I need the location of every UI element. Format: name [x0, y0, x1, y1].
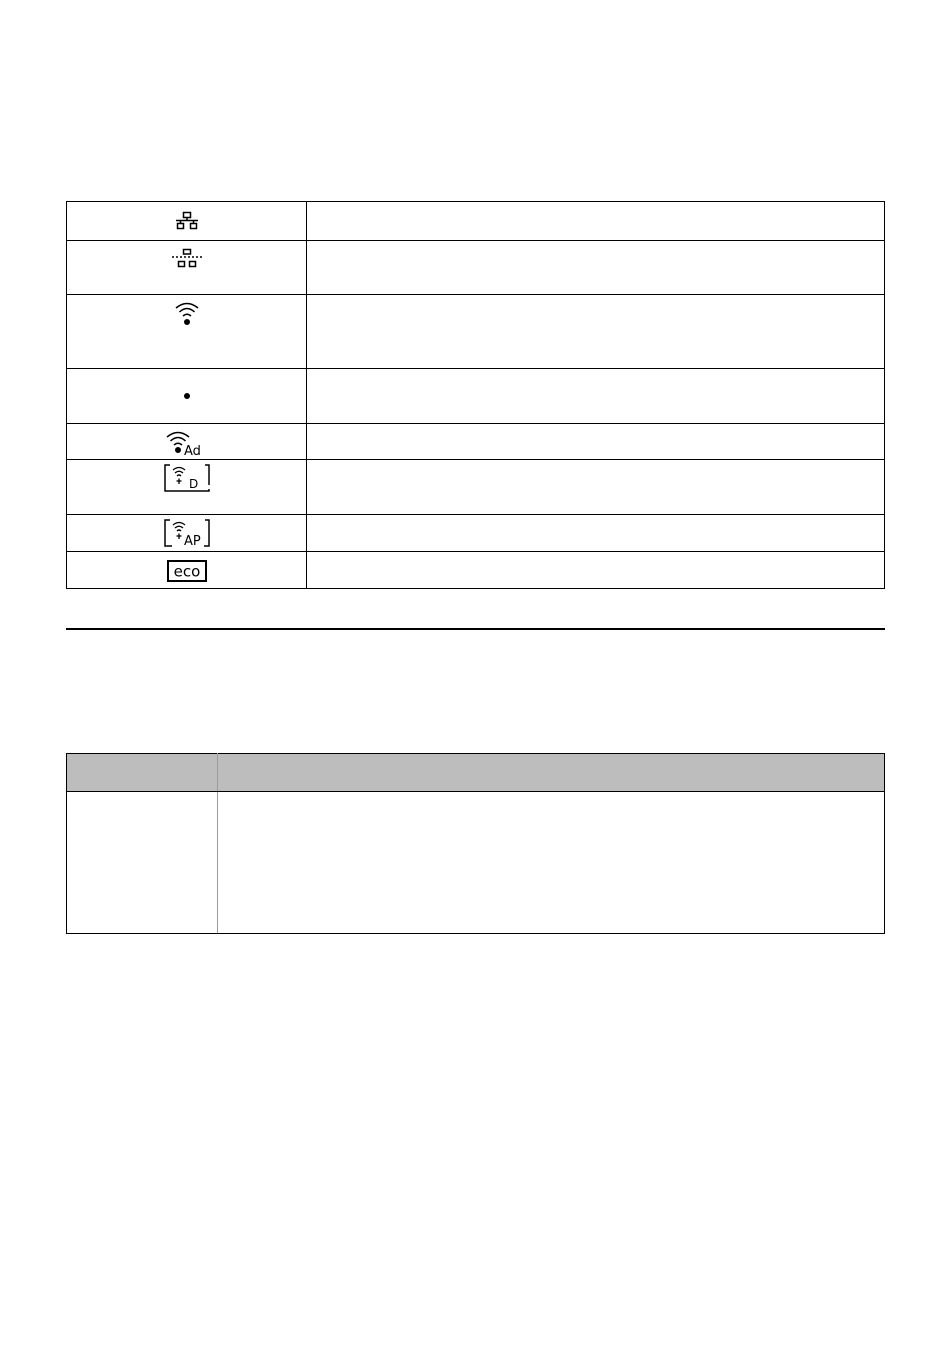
wifi-signal-icon [172, 298, 202, 328]
icon-cell [67, 241, 307, 295]
description-cell [307, 295, 885, 369]
table-row [67, 295, 885, 369]
description-cell [307, 424, 885, 460]
icon-cell [67, 515, 307, 552]
wifi-dot-icon [172, 372, 202, 406]
icon-cell [67, 460, 307, 515]
description-cell [307, 369, 885, 424]
wifi-direct-icon [164, 463, 210, 493]
table-row [67, 202, 885, 241]
icon-label-ad: Ad [183, 444, 201, 457]
icon-cell [67, 295, 307, 369]
table-row [67, 369, 885, 424]
icon-cell [67, 369, 307, 424]
table-row [67, 515, 885, 552]
column-header [218, 754, 885, 792]
table-cell [67, 792, 218, 934]
description-cell [307, 241, 885, 295]
table-row [67, 424, 885, 460]
section-divider [66, 628, 885, 630]
icon-label-ap: AP [183, 534, 201, 548]
wired-lan-connected-icon [172, 205, 202, 231]
wifi-ad-hoc-icon [164, 427, 210, 457]
icon-cell [67, 424, 307, 460]
icon-label-d: D [188, 477, 198, 491]
table-cell [218, 792, 885, 934]
icon-cell [67, 552, 307, 589]
wifi-simple-ap-icon [164, 518, 210, 548]
icon-cell [67, 202, 307, 241]
description-cell [307, 552, 885, 589]
table-row [67, 552, 885, 589]
description-cell [307, 515, 885, 552]
eco-mode-icon [167, 560, 207, 584]
description-cell [307, 460, 885, 515]
table-header-row [67, 754, 885, 792]
description-cell [307, 202, 885, 241]
table-row [67, 460, 885, 515]
status-icon-table [66, 201, 885, 589]
info-table [66, 753, 885, 934]
table-row [67, 241, 885, 295]
column-header [67, 754, 218, 792]
icon-label-eco: eco [173, 562, 200, 581]
table-row [67, 792, 885, 934]
wired-lan-disconnected-icon [170, 244, 204, 270]
